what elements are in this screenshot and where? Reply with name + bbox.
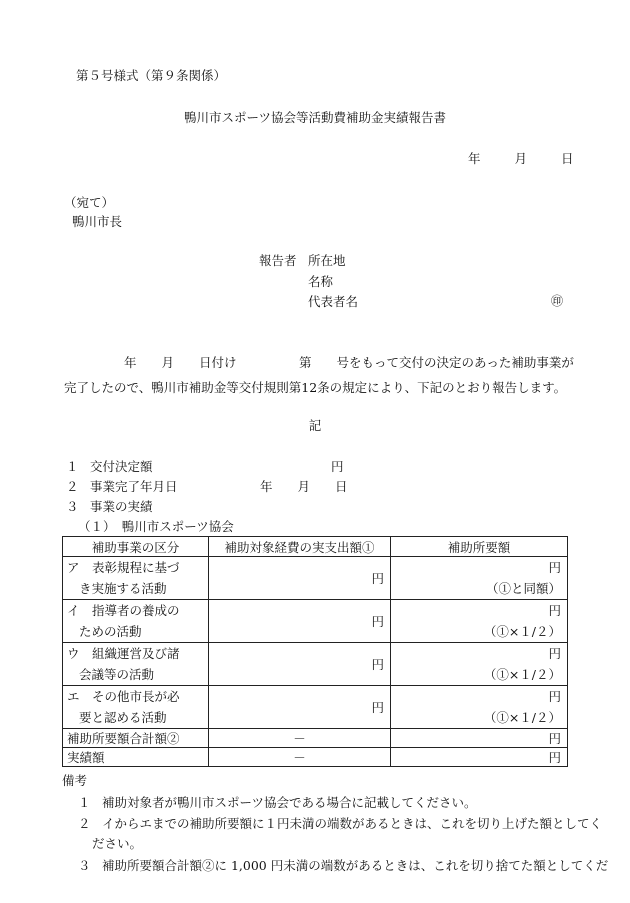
actual-row [63, 748, 568, 767]
item3-subheading: （１） 鴨川市スポーツ協会 [78, 519, 234, 534]
note-2-continued: ださい。 [92, 836, 143, 851]
category-line-2: ための活動 [79, 624, 142, 639]
item-grant-amount [66, 457, 153, 475]
reporter-location: 所在地 [308, 253, 346, 268]
notes-heading: 備考 [62, 773, 88, 788]
note-1-text: 補助対象者が鴨川市スポーツ協会である場合に記載してください。 [101, 795, 477, 810]
note-3 [78, 856, 608, 874]
form-number: 第５号様式（第９条関係） [76, 68, 227, 83]
addressee-name: 鴨川市長 [72, 214, 123, 229]
category-line-1: ア 表彰規程に基づ [67, 560, 180, 575]
row-expense: 円 [208, 686, 390, 729]
row-required [391, 643, 568, 686]
category-line-2: き実施する活動 [79, 581, 167, 596]
category-line-1: ウ 組織運営及び諸 [67, 646, 180, 661]
category-line-2: 要と認める活動 [79, 710, 167, 725]
note-2-text: イからエまでの補助所要額に１円未満の端数があるときは、これを切り上げた額としてく [101, 816, 602, 831]
item1-yen: 円 [331, 459, 344, 474]
row-category [63, 600, 209, 643]
note-1 [78, 793, 477, 811]
required-formula: （①と同額） [485, 581, 561, 596]
date-day: 日 [560, 151, 574, 166]
reporter-label: 報告者 [259, 253, 297, 268]
table-row [63, 643, 568, 686]
report-body-line-2: 完了したので、鴨川市補助金等交付規則第12条の規定により、下記のとおり報告します。 [64, 380, 567, 395]
required-formula: （①×１/２） [483, 624, 561, 639]
header-category: 補助事業の区分 [63, 537, 209, 557]
row-required [391, 557, 568, 600]
actual-yen: 円 [391, 748, 568, 767]
category-line-1: イ 指導者の養成の [67, 603, 180, 618]
note-3-number: ３ [78, 858, 91, 873]
item1-number: １ [66, 459, 79, 474]
item-results [66, 497, 153, 515]
actual-label: 実績額 [63, 748, 209, 767]
addressee-prefix: （宛て） [64, 195, 115, 210]
required-formula: （①×１/２） [483, 710, 561, 725]
required-formula: （①×１/２） [483, 667, 561, 682]
row-expense: 円 [208, 557, 390, 600]
item2-number: ２ [66, 479, 79, 494]
row-category [63, 686, 209, 729]
reporter-name: 名称 [308, 274, 334, 289]
required-yen: 円 [548, 603, 561, 618]
required-yen: 円 [548, 689, 561, 704]
note-2 [78, 814, 602, 832]
row-required [391, 600, 568, 643]
total-label: 補助所要額合計額② [63, 729, 209, 748]
row-category [63, 557, 209, 600]
date-year: 年 [468, 151, 481, 166]
document-title: 鴨川市スポーツ協会等活動費補助金実績報告書 [183, 110, 446, 125]
item-completion-date [66, 477, 178, 495]
report-body [64, 353, 574, 396]
report-date [468, 149, 573, 167]
row-expense: 円 [208, 643, 390, 686]
ki-heading: 記 [308, 418, 322, 433]
total-row [63, 729, 568, 748]
item3-label: 事業の実績 [89, 499, 153, 514]
item3-number: ３ [66, 499, 79, 514]
results-table [62, 536, 568, 767]
actual-dash: － [208, 748, 390, 767]
category-line-2: 会議等の活動 [79, 667, 155, 682]
item2-label: 事業完了年月日 [89, 479, 178, 494]
required-yen: 円 [548, 646, 561, 661]
row-expense: 円 [208, 600, 390, 643]
header-required: 補助所要額 [391, 537, 568, 557]
table-row [63, 600, 568, 643]
table-row [63, 686, 568, 729]
note-3-text: 補助所要額合計額②に 1,000 円未満の端数があるときは、これを切り捨てた額としてくだ [101, 858, 609, 873]
category-line-1: エ その他市長が必 [67, 689, 180, 704]
header-expense: 補助対象経費の実支出額① [208, 537, 390, 557]
row-category [63, 643, 209, 686]
total-dash: － [208, 729, 390, 748]
note-1-number: １ [78, 795, 91, 810]
reporter-representative: 代表者名 [308, 294, 359, 309]
item1-label: 交付決定額 [89, 459, 153, 474]
report-body-line-1: 年 月 日付け 第 号をもって交付の決定のあった補助事業が [124, 355, 574, 370]
table-row [63, 557, 568, 600]
item2-date: 年 月 日 [260, 479, 348, 494]
date-month: 月 [514, 151, 527, 166]
row-required [391, 686, 568, 729]
total-yen: 円 [391, 729, 568, 748]
required-yen: 円 [548, 560, 561, 575]
table-header-row [63, 537, 568, 557]
note-2-number: ２ [78, 816, 91, 831]
seal-mark: ㊞ [551, 294, 564, 308]
